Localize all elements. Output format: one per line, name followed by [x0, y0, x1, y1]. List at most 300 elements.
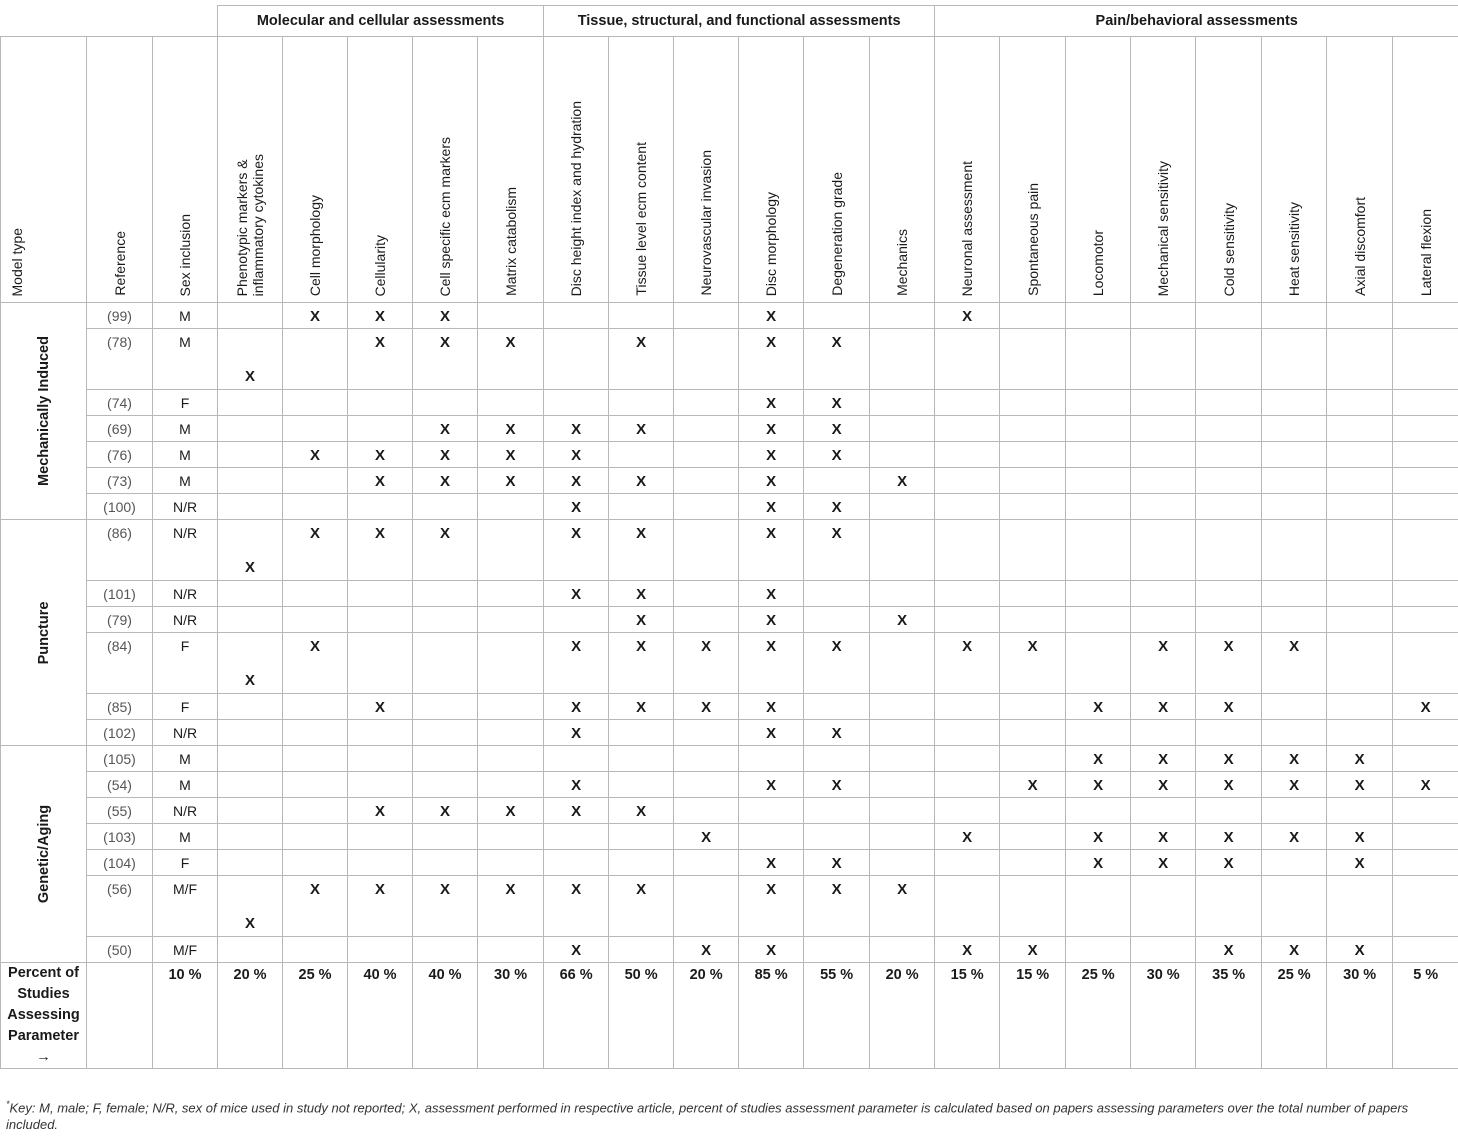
assessment-cell — [1262, 798, 1327, 824]
assessment-cell — [1000, 494, 1066, 520]
assessment-cell — [478, 607, 544, 633]
column-header — [1327, 37, 1393, 303]
assessment-cell — [1393, 746, 1458, 772]
assessment-cell — [413, 694, 478, 720]
assessment-cell: X — [674, 824, 739, 850]
assessment-cell — [348, 850, 413, 876]
sex-cell: N/R — [153, 607, 218, 633]
assessment-cell — [870, 329, 935, 390]
assessment-cell — [218, 824, 283, 850]
assessment-cell: X — [413, 798, 478, 824]
assessment-cell: X — [609, 329, 674, 390]
column-header — [609, 37, 674, 303]
assessment-cell — [1262, 442, 1327, 468]
assessment-cell: X — [609, 520, 674, 581]
assessment-cell — [413, 494, 478, 520]
assessment-cell: X — [739, 303, 804, 329]
column-header-label: Neuronal assessment — [959, 160, 976, 296]
assessment-cell: X — [1131, 694, 1196, 720]
assessment-cell — [674, 798, 739, 824]
assessment-cell: X — [1131, 772, 1196, 798]
column-header-label: Degeneration grade — [828, 172, 845, 296]
column-header — [1131, 37, 1196, 303]
column-header — [1262, 37, 1327, 303]
assessment-cell: X — [1327, 746, 1393, 772]
assessment-cell — [1262, 520, 1327, 581]
assessment-cell: X — [1000, 937, 1066, 963]
group-header: Molecular and cellular assessments — [218, 6, 544, 37]
assessment-cell — [413, 581, 478, 607]
assessment-cell: X — [544, 937, 609, 963]
assessment-cell: X — [609, 694, 674, 720]
assessment-cell: X — [804, 416, 870, 442]
assessment-cell — [935, 581, 1000, 607]
percent-label-line: → — [36, 1049, 51, 1065]
assessment-cell — [1000, 520, 1066, 581]
assessment-cell — [478, 850, 544, 876]
percent-cell: 20 % — [218, 963, 283, 1069]
assessment-cell: X — [348, 468, 413, 494]
assessment-cell: X — [478, 468, 544, 494]
assessment-cell: X — [1262, 937, 1327, 963]
percent-cell: 25 % — [1262, 963, 1327, 1069]
assessment-cell: X — [870, 468, 935, 494]
assessment-cell — [1327, 876, 1393, 937]
assessment-cell: X — [478, 876, 544, 937]
assessment-cell — [413, 937, 478, 963]
assessment-cell — [283, 390, 348, 416]
assessment-cell — [609, 937, 674, 963]
assessment-cell — [935, 876, 1000, 937]
assessment-cell — [1393, 390, 1458, 416]
assessment-cell — [218, 937, 283, 963]
assessment-cell — [674, 850, 739, 876]
assessment-cell — [1000, 390, 1066, 416]
column-header — [674, 37, 739, 303]
assessment-cell — [674, 390, 739, 416]
assessment-cell: X — [609, 416, 674, 442]
assessment-cell: X — [348, 442, 413, 468]
table-row — [1, 329, 1458, 390]
assessment-cell: X — [804, 329, 870, 390]
reference-cell: (100) — [87, 494, 153, 520]
sex-cell: N/R — [153, 520, 218, 581]
reference-cell: (101) — [87, 581, 153, 607]
sex-cell: M — [153, 746, 218, 772]
assessment-cell — [1066, 520, 1131, 581]
assessment-cell: X — [478, 798, 544, 824]
assessment-cell — [1196, 416, 1262, 442]
assessment-cell — [348, 720, 413, 746]
assessment-cell — [1066, 581, 1131, 607]
assessment-cell: X — [283, 303, 348, 329]
assessment-cell: X — [283, 442, 348, 468]
assessment-cell — [348, 772, 413, 798]
assessment-cell — [674, 746, 739, 772]
assessment-cell — [609, 390, 674, 416]
assessment-cell — [804, 746, 870, 772]
assessment-cell — [609, 494, 674, 520]
assessment-cell: X — [283, 520, 348, 581]
column-header-label: Cold sensitivity — [1220, 202, 1237, 296]
assessment-cell: X — [804, 633, 870, 694]
assessment-cell — [1262, 390, 1327, 416]
assessment-cell — [218, 494, 283, 520]
percent-label — [1, 963, 87, 1069]
reference-cell: (54) — [87, 772, 153, 798]
assessment-cell — [739, 824, 804, 850]
assessment-cell: X — [544, 468, 609, 494]
model-type-label: Genetic/Aging — [35, 804, 52, 904]
assessment-cell — [1196, 442, 1262, 468]
assessment-cell — [1131, 416, 1196, 442]
column-header-label: Locomotor — [1090, 229, 1107, 296]
assessment-cell: X — [478, 329, 544, 390]
assessment-cell — [674, 772, 739, 798]
assessment-cell — [674, 494, 739, 520]
assessment-cell — [935, 442, 1000, 468]
assessment-cell: X — [739, 694, 804, 720]
column-header — [283, 37, 348, 303]
table-row — [1, 607, 1458, 633]
assessment-cell — [1131, 937, 1196, 963]
assessment-cell — [544, 303, 609, 329]
assessment-cell — [870, 694, 935, 720]
assessment-cell: X — [218, 633, 283, 694]
group-header: Pain/behavioral assessments — [935, 6, 1458, 37]
assessment-cell — [674, 468, 739, 494]
table-row — [1, 694, 1458, 720]
assessment-cell — [544, 607, 609, 633]
assessment-cell — [1066, 416, 1131, 442]
percent-cell: 50 % — [609, 963, 674, 1069]
assessment-cell: X — [1066, 850, 1131, 876]
assessment-cell: X — [1262, 824, 1327, 850]
table-row — [1, 937, 1458, 963]
assessment-cell — [478, 937, 544, 963]
assessment-cell — [348, 824, 413, 850]
footnote-marker: * — [6, 1099, 10, 1109]
assessment-cell: X — [1327, 850, 1393, 876]
assessment-cell — [1327, 303, 1393, 329]
assessment-cell: X — [739, 633, 804, 694]
assessment-cell — [1393, 520, 1458, 581]
assessment-cell — [478, 746, 544, 772]
assessment-cell: X — [870, 607, 935, 633]
table-row — [1, 303, 1458, 329]
assessment-cell: X — [1262, 772, 1327, 798]
assessment-cell — [609, 442, 674, 468]
assessment-cell: X — [935, 824, 1000, 850]
reference-cell: (55) — [87, 798, 153, 824]
assessment-cell — [478, 390, 544, 416]
assessment-cell — [935, 746, 1000, 772]
assessment-cell — [1066, 468, 1131, 494]
assessment-cell: X — [544, 798, 609, 824]
assessment-cell — [804, 581, 870, 607]
assessment-cell — [348, 746, 413, 772]
column-header-label: Neurovascular invasion — [698, 150, 715, 296]
assessment-cell — [283, 329, 348, 390]
assessment-cell — [348, 390, 413, 416]
percent-cell: 30 % — [1131, 963, 1196, 1069]
percent-label-line: Assessing — [7, 1007, 80, 1023]
assessment-cell: X — [348, 694, 413, 720]
assessment-cell — [1262, 416, 1327, 442]
reference-cell: (69) — [87, 416, 153, 442]
assessment-cell — [1327, 581, 1393, 607]
assessment-cell — [1131, 329, 1196, 390]
assessment-cell — [1196, 607, 1262, 633]
assessment-cell: X — [739, 494, 804, 520]
assessment-cell: X — [413, 520, 478, 581]
assessment-cell — [1000, 850, 1066, 876]
reference-cell: (103) — [87, 824, 153, 850]
assessment-cell — [283, 772, 348, 798]
column-header-label: Lateral flexion — [1417, 208, 1434, 296]
assessment-cell: X — [1066, 694, 1131, 720]
assessment-cell — [1131, 607, 1196, 633]
assessment-cell: X — [739, 720, 804, 746]
assessment-cell — [1131, 720, 1196, 746]
reference-cell: (102) — [87, 720, 153, 746]
assessment-cell: X — [935, 937, 1000, 963]
assessment-cell: X — [1262, 746, 1327, 772]
assessment-cell — [935, 329, 1000, 390]
assessment-cell — [413, 720, 478, 746]
column-header — [1393, 37, 1458, 303]
assessment-cell — [218, 581, 283, 607]
assessment-cell — [413, 850, 478, 876]
assessment-cell — [283, 720, 348, 746]
assessment-cell: X — [1327, 824, 1393, 850]
header-blank — [1, 6, 218, 37]
percent-cell: 30 % — [1327, 963, 1393, 1069]
assessment-cell: X — [478, 442, 544, 468]
assessment-cell: X — [1000, 633, 1066, 694]
percent-cell: 25 % — [283, 963, 348, 1069]
assessment-cell — [218, 850, 283, 876]
assessment-cell — [1262, 494, 1327, 520]
assessment-cell — [1196, 720, 1262, 746]
assessment-cell: X — [478, 416, 544, 442]
assessment-cell — [1327, 442, 1393, 468]
assessment-cell — [478, 772, 544, 798]
assessment-cell — [413, 607, 478, 633]
assessment-cell — [1393, 442, 1458, 468]
column-header-label: Reference — [111, 231, 128, 296]
assessment-cell — [348, 416, 413, 442]
assessment-cell: X — [218, 329, 283, 390]
column-header — [1066, 37, 1131, 303]
table-row — [1, 416, 1458, 442]
sex-cell: M — [153, 824, 218, 850]
assessment-cell — [218, 468, 283, 494]
reference-cell: (56) — [87, 876, 153, 937]
assessment-cell — [218, 694, 283, 720]
sex-cell: M/F — [153, 937, 218, 963]
table-row — [1, 442, 1458, 468]
percent-label-line: Percent of — [8, 965, 79, 981]
sex-cell: M — [153, 772, 218, 798]
assessment-cell: X — [609, 633, 674, 694]
assessment-cell: X — [544, 694, 609, 720]
column-header-label: Heat sensitivity — [1286, 201, 1303, 296]
assessment-cell: X — [739, 937, 804, 963]
column-header-label: Mechanical sensitivity — [1155, 160, 1172, 296]
table-row — [1, 772, 1458, 798]
assessment-cell — [283, 798, 348, 824]
assessment-cell — [1327, 720, 1393, 746]
assessment-cell: X — [739, 416, 804, 442]
assessment-cell: X — [283, 633, 348, 694]
percent-cell: 35 % — [1196, 963, 1262, 1069]
assessment-cell: X — [544, 720, 609, 746]
assessment-cell — [935, 607, 1000, 633]
assessment-cell — [674, 581, 739, 607]
assessment-cell: X — [1000, 772, 1066, 798]
assessment-cell: X — [674, 633, 739, 694]
assessment-cell — [1131, 494, 1196, 520]
assessment-cell: X — [413, 329, 478, 390]
assessment-cell: X — [739, 468, 804, 494]
assessment-cell — [283, 416, 348, 442]
reference-cell: (73) — [87, 468, 153, 494]
assessment-cell: X — [413, 303, 478, 329]
assessment-cell — [348, 633, 413, 694]
assessment-cell — [413, 746, 478, 772]
percent-cell: 85 % — [739, 963, 804, 1069]
assessment-cell — [1327, 607, 1393, 633]
column-header-label: Cellularity — [372, 234, 389, 296]
assessment-cell: X — [609, 798, 674, 824]
assessment-cell — [348, 607, 413, 633]
assessment-cell — [609, 746, 674, 772]
assessment-cell — [1196, 876, 1262, 937]
sex-cell: F — [153, 633, 218, 694]
assessment-cell — [478, 520, 544, 581]
assessment-cell: X — [804, 520, 870, 581]
assessment-cell: X — [1131, 850, 1196, 876]
table-row — [1, 633, 1458, 694]
column-header-label: Disc height index and hydration — [568, 100, 585, 296]
assessment-cell — [1066, 876, 1131, 937]
reference-cell: (104) — [87, 850, 153, 876]
assessment-cell: X — [804, 850, 870, 876]
assessment-cell: X — [1131, 824, 1196, 850]
assessment-cell — [1393, 824, 1458, 850]
assessment-cell: X — [1131, 746, 1196, 772]
assessment-cell: X — [1393, 772, 1458, 798]
assessment-cell — [870, 416, 935, 442]
assessment-cell: X — [544, 442, 609, 468]
assessment-cell: X — [218, 876, 283, 937]
assessment-cell — [1262, 850, 1327, 876]
model-type-label: Mechanically Induced — [35, 336, 52, 486]
assessment-cell — [1000, 694, 1066, 720]
assessment-cell — [1393, 303, 1458, 329]
assessment-cell — [1000, 746, 1066, 772]
assessment-cell — [870, 772, 935, 798]
assessment-cell — [1393, 720, 1458, 746]
assessment-cell — [413, 772, 478, 798]
column-header — [153, 37, 218, 303]
table-row — [1, 876, 1458, 937]
assessment-cell: X — [739, 581, 804, 607]
assessment-cell: X — [739, 442, 804, 468]
percent-label-line: Parameter — [8, 1028, 79, 1044]
percent-cell: 20 % — [674, 963, 739, 1069]
assessment-cell: X — [218, 520, 283, 581]
assessment-cell: X — [348, 798, 413, 824]
assessment-cell — [218, 303, 283, 329]
assessment-cell — [870, 581, 935, 607]
assessment-cell — [218, 746, 283, 772]
assessment-cell: X — [1066, 772, 1131, 798]
assessment-cell — [1066, 720, 1131, 746]
assessment-cell — [1066, 494, 1131, 520]
assessment-cell — [870, 798, 935, 824]
assessment-cell — [218, 416, 283, 442]
percent-empty — [87, 963, 153, 1069]
assessment-cell: X — [739, 850, 804, 876]
column-header-label: Spontaneous pain — [1024, 183, 1041, 296]
assessment-cell — [478, 694, 544, 720]
reference-cell: (99) — [87, 303, 153, 329]
assessment-cell — [1000, 876, 1066, 937]
assessment-cell — [1393, 468, 1458, 494]
column-header — [87, 37, 153, 303]
percent-cell: 55 % — [804, 963, 870, 1069]
assessment-cell — [674, 720, 739, 746]
assessment-cell: X — [1131, 633, 1196, 694]
table-row — [1, 468, 1458, 494]
assessment-cell: X — [1393, 694, 1458, 720]
assessment-cell — [283, 746, 348, 772]
assessment-cell — [935, 720, 1000, 746]
assessment-cell — [935, 416, 1000, 442]
assessment-cell — [1196, 520, 1262, 581]
assessment-cell — [870, 390, 935, 416]
assessment-cell — [609, 720, 674, 746]
assessment-cell — [218, 772, 283, 798]
table-row — [1, 798, 1458, 824]
assessment-cell: X — [1327, 937, 1393, 963]
column-header — [478, 37, 544, 303]
assessment-cell — [1131, 581, 1196, 607]
assessment-cell — [348, 937, 413, 963]
assessment-cell — [1000, 581, 1066, 607]
assessment-cell — [1066, 329, 1131, 390]
assessment-cell — [218, 390, 283, 416]
assessment-cell: X — [544, 494, 609, 520]
assessment-cell — [1000, 798, 1066, 824]
assessment-cell — [1262, 468, 1327, 494]
assessment-cell: X — [1196, 746, 1262, 772]
assessment-cell — [739, 798, 804, 824]
sex-cell: F — [153, 850, 218, 876]
assessment-cell — [1327, 798, 1393, 824]
column-header — [1000, 37, 1066, 303]
assessment-cell: X — [804, 494, 870, 520]
assessment-cell — [1000, 329, 1066, 390]
assessment-cell: X — [1196, 772, 1262, 798]
table-row — [1, 581, 1458, 607]
column-header-label: Model type — [9, 227, 25, 296]
assessment-cell — [544, 329, 609, 390]
assessment-cell — [283, 694, 348, 720]
percent-cell: 5 % — [1393, 963, 1458, 1069]
